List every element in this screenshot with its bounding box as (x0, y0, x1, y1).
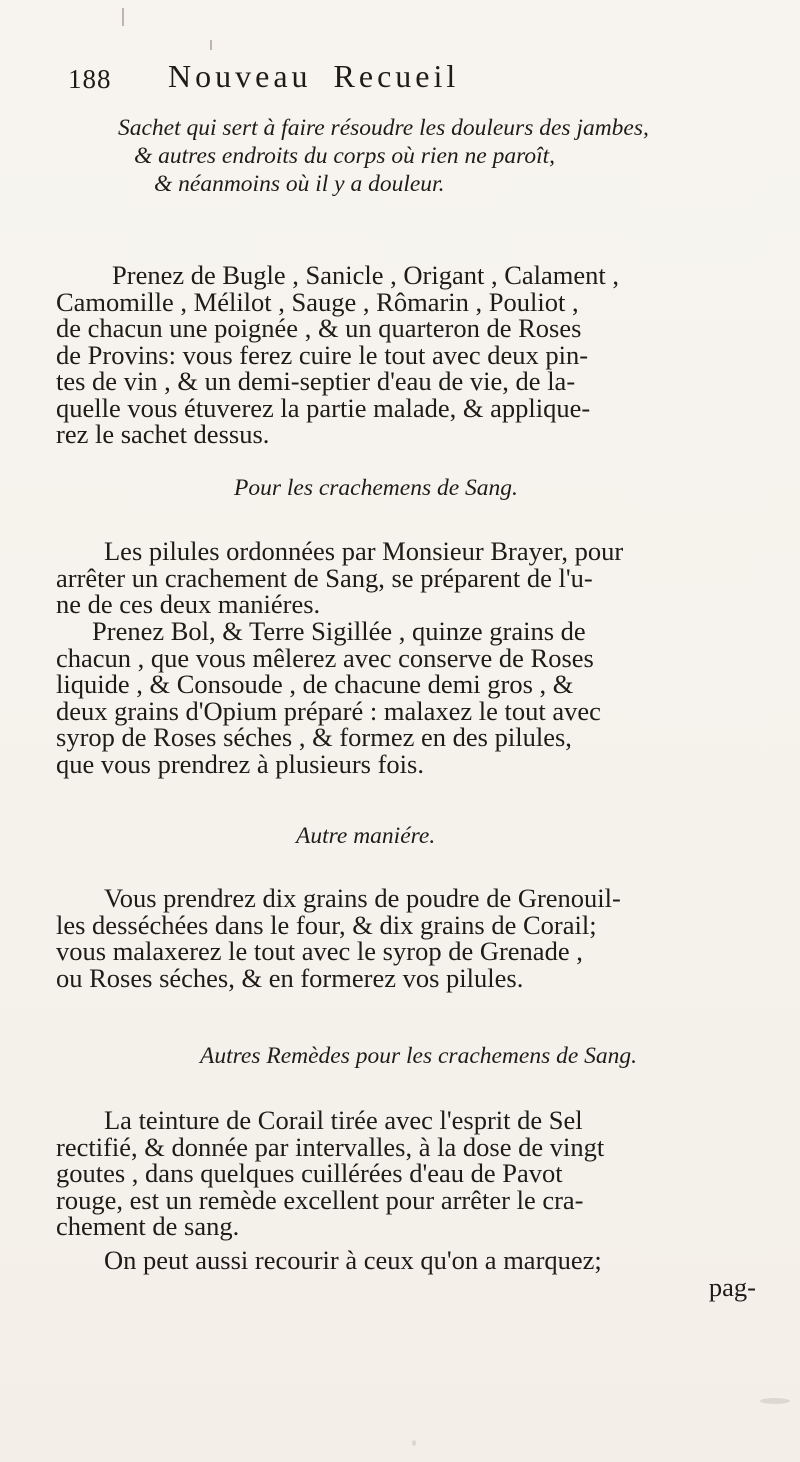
paper-speck (412, 1440, 416, 1446)
text-line: Prenez de Bugle , Sanicle , Origant , Calament , (112, 260, 620, 290)
text-line: goutes , dans quelques cuillérées d'eau de Pavot (56, 1158, 563, 1188)
text-line: rouge, est un remède excellent pour arrêter le cra- (56, 1184, 584, 1215)
section-title-autre-maniere (296, 823, 435, 850)
section-title-line: Autres Remèdes pour les crachemens de Sang. (200, 1043, 638, 1069)
text-line: chacun , que vous mêlerez avec conserve de Roses (56, 642, 594, 673)
paragraph-grenouilles (56, 885, 776, 991)
text-line: chement de sang. (56, 1211, 240, 1241)
paper-speck (760, 1398, 790, 1404)
text-line: arrêter un crachement de Sang, se préparent de l'u- (56, 562, 593, 593)
catchword: pag- (708, 1271, 756, 1302)
text-line: syrop de Roses séches , & formez en des pilules, (56, 722, 572, 752)
text-line: ne de ces deux maniéres. (56, 589, 321, 619)
paper-speck (122, 8, 124, 26)
section-title-line: Sachet qui sert à faire résoudre les douleurs des jambes, (118, 115, 649, 141)
text-line: ou Roses séches, & en formerez vos pilules. (56, 962, 524, 993)
paper-speck (210, 40, 212, 50)
section-title-line: & néanmoins où il y a douleur. (154, 171, 445, 197)
section-title-sachet (118, 114, 649, 198)
text-line: quelle vous étuverez la partie malade, & applique- (56, 392, 591, 423)
text-line: rez le sachet dessus. (56, 419, 270, 449)
page-header (68, 58, 768, 108)
section-title-autres-remedes (200, 1043, 637, 1070)
section-title-crachemens (234, 475, 518, 502)
running-head: Nouveau Recueil (168, 58, 460, 94)
section-title-line: Autre maniére. (296, 823, 436, 849)
text-line: Prenez Bol, & Terre Sigillée , quinze grains de (92, 616, 586, 646)
paragraph-sachet-recipe (56, 262, 776, 448)
text-line: Les pilules ordonnées par Monsieur Brayer, pour (104, 536, 624, 566)
text-line: les desséchées dans le four, & dix grains de Corail; (56, 909, 597, 940)
text-line: de chacun une poignée , & un quarteron de Roses (56, 313, 582, 343)
text-line: Camomille , Mélilot , Sauge , Rômarin , Pouliot , (56, 286, 579, 317)
text-line: de Provins: vous ferez cuire le tout avec deux pin- (56, 339, 589, 370)
text-line: tes de vin , & un demi-septier d'eau de vie, de la- (56, 366, 576, 396)
text-line: que vous prendrez à plusieurs fois. (56, 748, 424, 779)
paragraph-teinture-corail (56, 1107, 776, 1240)
paragraph-brayer-pills (56, 538, 776, 618)
text-line: deux grains d'Opium préparé : malaxez le tout avec (56, 695, 601, 726)
text-line: La teinture de Corail tirée avec l'esprit de Sel (104, 1105, 583, 1135)
text-line: rectifié, & donnée par intervalles, à la dose de vingt (56, 1131, 605, 1162)
text-line: Vous prendrez dix grains de poudre de Grenouil- (104, 883, 621, 913)
page-number: 188 (68, 64, 112, 94)
text-line: On peut aussi recourir à ceux qu'on a marquez; (104, 1245, 602, 1275)
paragraph-bol-recipe (56, 618, 776, 777)
section-title-line: & autres endroits du corps où rien ne paroît, (134, 143, 556, 169)
section-title-line: Pour les crachemens de Sang. (234, 475, 518, 501)
paragraph-recourir (56, 1247, 776, 1300)
text-line: vous malaxerez le tout avec le syrop de Grenade , (56, 936, 583, 966)
text-line: liquide , & Consoude , de chacune demi gros , & (56, 669, 574, 699)
